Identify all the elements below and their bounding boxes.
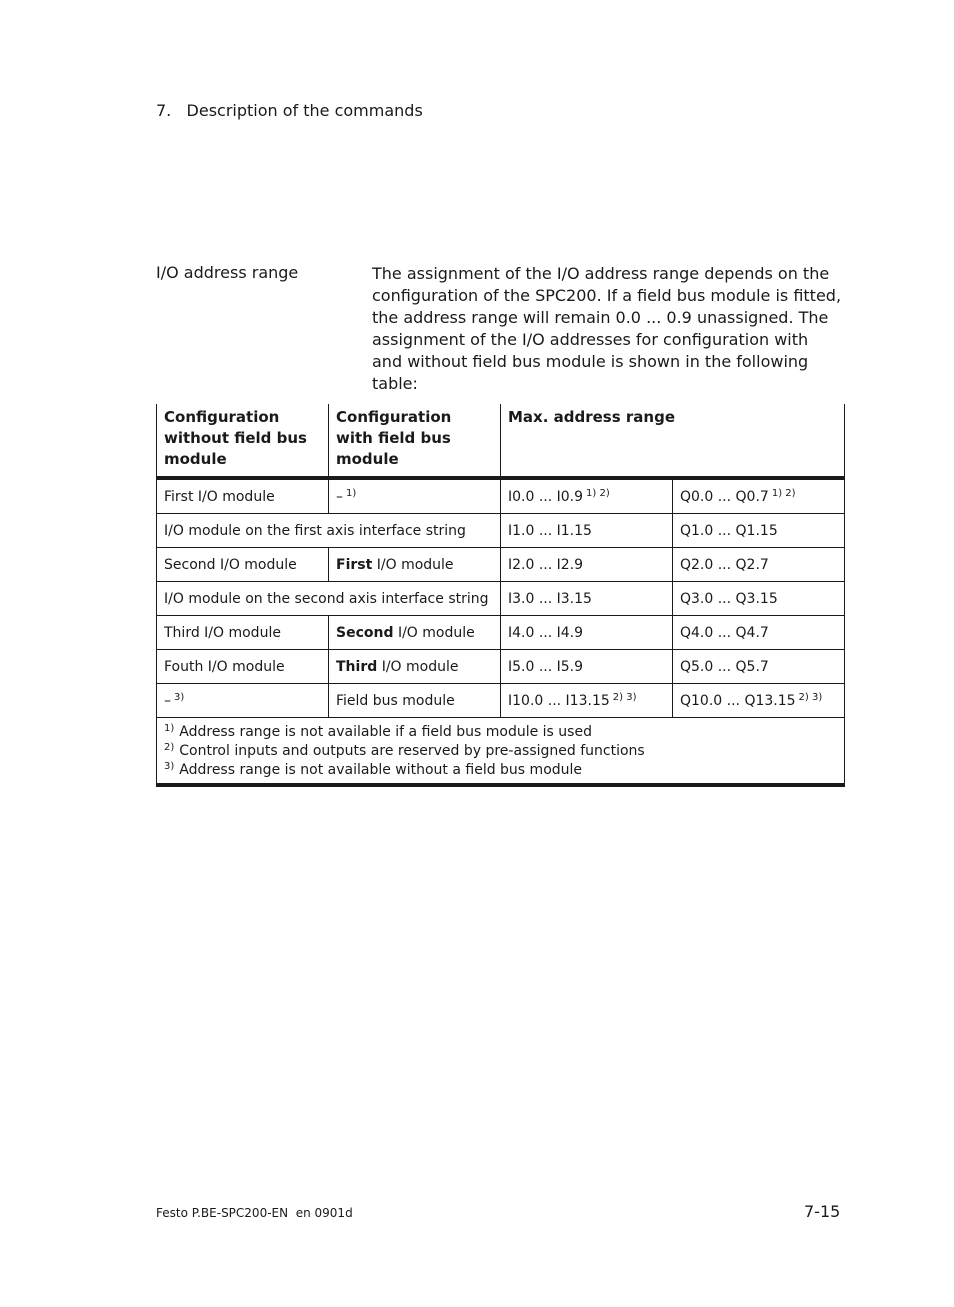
footnote-ref: 1) 2): [771, 487, 796, 499]
cell-span: I/O module on the second axis interface string: [157, 582, 501, 616]
cell-with: Field bus module: [329, 684, 501, 718]
footnote-mark: 1): [164, 723, 175, 734]
cell-text: –: [164, 692, 171, 709]
footer-doc-ref: Festo P.BE-SPC200-EN en 0901d: [156, 1206, 353, 1220]
cell-text: I/O module: [397, 624, 475, 641]
cell-without: [157, 684, 329, 718]
header-with-field-bus: Configuration with field bus module: [329, 404, 501, 478]
table-header-row: [157, 404, 845, 478]
footnote-text: Address range is not available if a field bus module is used: [179, 724, 592, 740]
footnote-text: Address range is not available without a field bus module: [179, 762, 583, 778]
footnotes-cell: [157, 718, 845, 786]
cell-outputs: Q4.0 ... Q4.7: [673, 616, 845, 650]
table-row: [157, 514, 845, 548]
io-address-table: [156, 404, 845, 787]
cell-without: [157, 478, 329, 514]
footnote: [164, 761, 837, 780]
cell-outputs: Q3.0 ... Q3.15: [673, 582, 845, 616]
cell-inputs: I4.0 ... I4.9: [501, 616, 673, 650]
header-max-address-range: Max. address range: [501, 404, 845, 478]
cell-outputs: Q5.0 ... Q5.7: [673, 650, 845, 684]
chapter-header: [156, 101, 423, 120]
cell-inputs: I2.0 ... I2.9: [501, 548, 673, 582]
cell-inputs: I1.0 ... I1.15: [501, 514, 673, 548]
footnote-mark: 2): [164, 742, 175, 753]
cell-outputs: Q2.0 ... Q2.7: [673, 548, 845, 582]
cell-text: I10.0 ... I13.15: [508, 692, 610, 709]
section-label: I/O address range: [156, 263, 299, 282]
table-footnotes-row: [157, 718, 845, 786]
cell-with: [329, 548, 501, 582]
footnote-text: Control inputs and outputs are reserved by pre-assigned functions: [179, 743, 645, 759]
cell-outputs: Q1.0 ... Q1.15: [673, 514, 845, 548]
cell-span: I/O module on the first axis interface string: [157, 514, 501, 548]
header-without-field-bus: Configuration without field bus module: [157, 404, 329, 478]
table-row: [157, 616, 845, 650]
footnote: [164, 723, 837, 742]
cell-outputs: [673, 684, 845, 718]
table-row: [157, 548, 845, 582]
cell-outputs: [673, 478, 845, 514]
footnote-ref: 3): [174, 691, 185, 703]
cell-with: [329, 478, 501, 514]
page-number: 7-15: [804, 1202, 841, 1221]
cell-text: –: [336, 488, 343, 505]
cell-text-bold: Third: [336, 658, 378, 675]
cell-text: Q0.0 ... Q0.7: [680, 488, 769, 505]
cell-inputs: [501, 684, 673, 718]
table-row: [157, 650, 845, 684]
cell-without: Fouth I/O module: [157, 650, 329, 684]
table-row: [157, 684, 845, 718]
footnote-mark: 3): [164, 761, 175, 772]
cell-text: I/O module: [376, 556, 454, 573]
footnote-ref: 1) 2): [586, 487, 610, 499]
cell-with: [329, 650, 501, 684]
section-intro: The assignment of the I/O address range depends on the configuration of the SPC200. If a field bus module is fitted, the address range will remain 0.0 ... 0.9 unassigned. The assignment of the I/O addresses for configuration with and without field bus module is shown in the following table:: [372, 264, 842, 393]
cell-without: Third I/O module: [157, 616, 329, 650]
cell-with: [329, 616, 501, 650]
cell-text: First I/O module: [164, 488, 275, 505]
cell-text-bold: First: [336, 556, 373, 573]
cell-inputs: [501, 478, 673, 514]
chapter-title: Description of the commands: [186, 101, 423, 120]
table-row: [157, 582, 845, 616]
cell-text: Q10.0 ... Q13.15: [680, 692, 796, 709]
footnote-ref: 2) 3): [798, 691, 823, 703]
footnote-ref: 2) 3): [612, 691, 637, 703]
table-row: [157, 478, 845, 514]
chapter-number: 7.: [156, 101, 172, 120]
cell-inputs: I3.0 ... I3.15: [501, 582, 673, 616]
footnote: [164, 742, 837, 761]
cell-without: Second I/O module: [157, 548, 329, 582]
cell-text-bold: Second: [336, 624, 394, 641]
cell-inputs: I5.0 ... I5.9: [501, 650, 673, 684]
footnote-ref: 1): [346, 487, 357, 499]
cell-text: I0.0 ... I0.9: [508, 488, 584, 505]
cell-text: I/O module: [381, 658, 459, 675]
